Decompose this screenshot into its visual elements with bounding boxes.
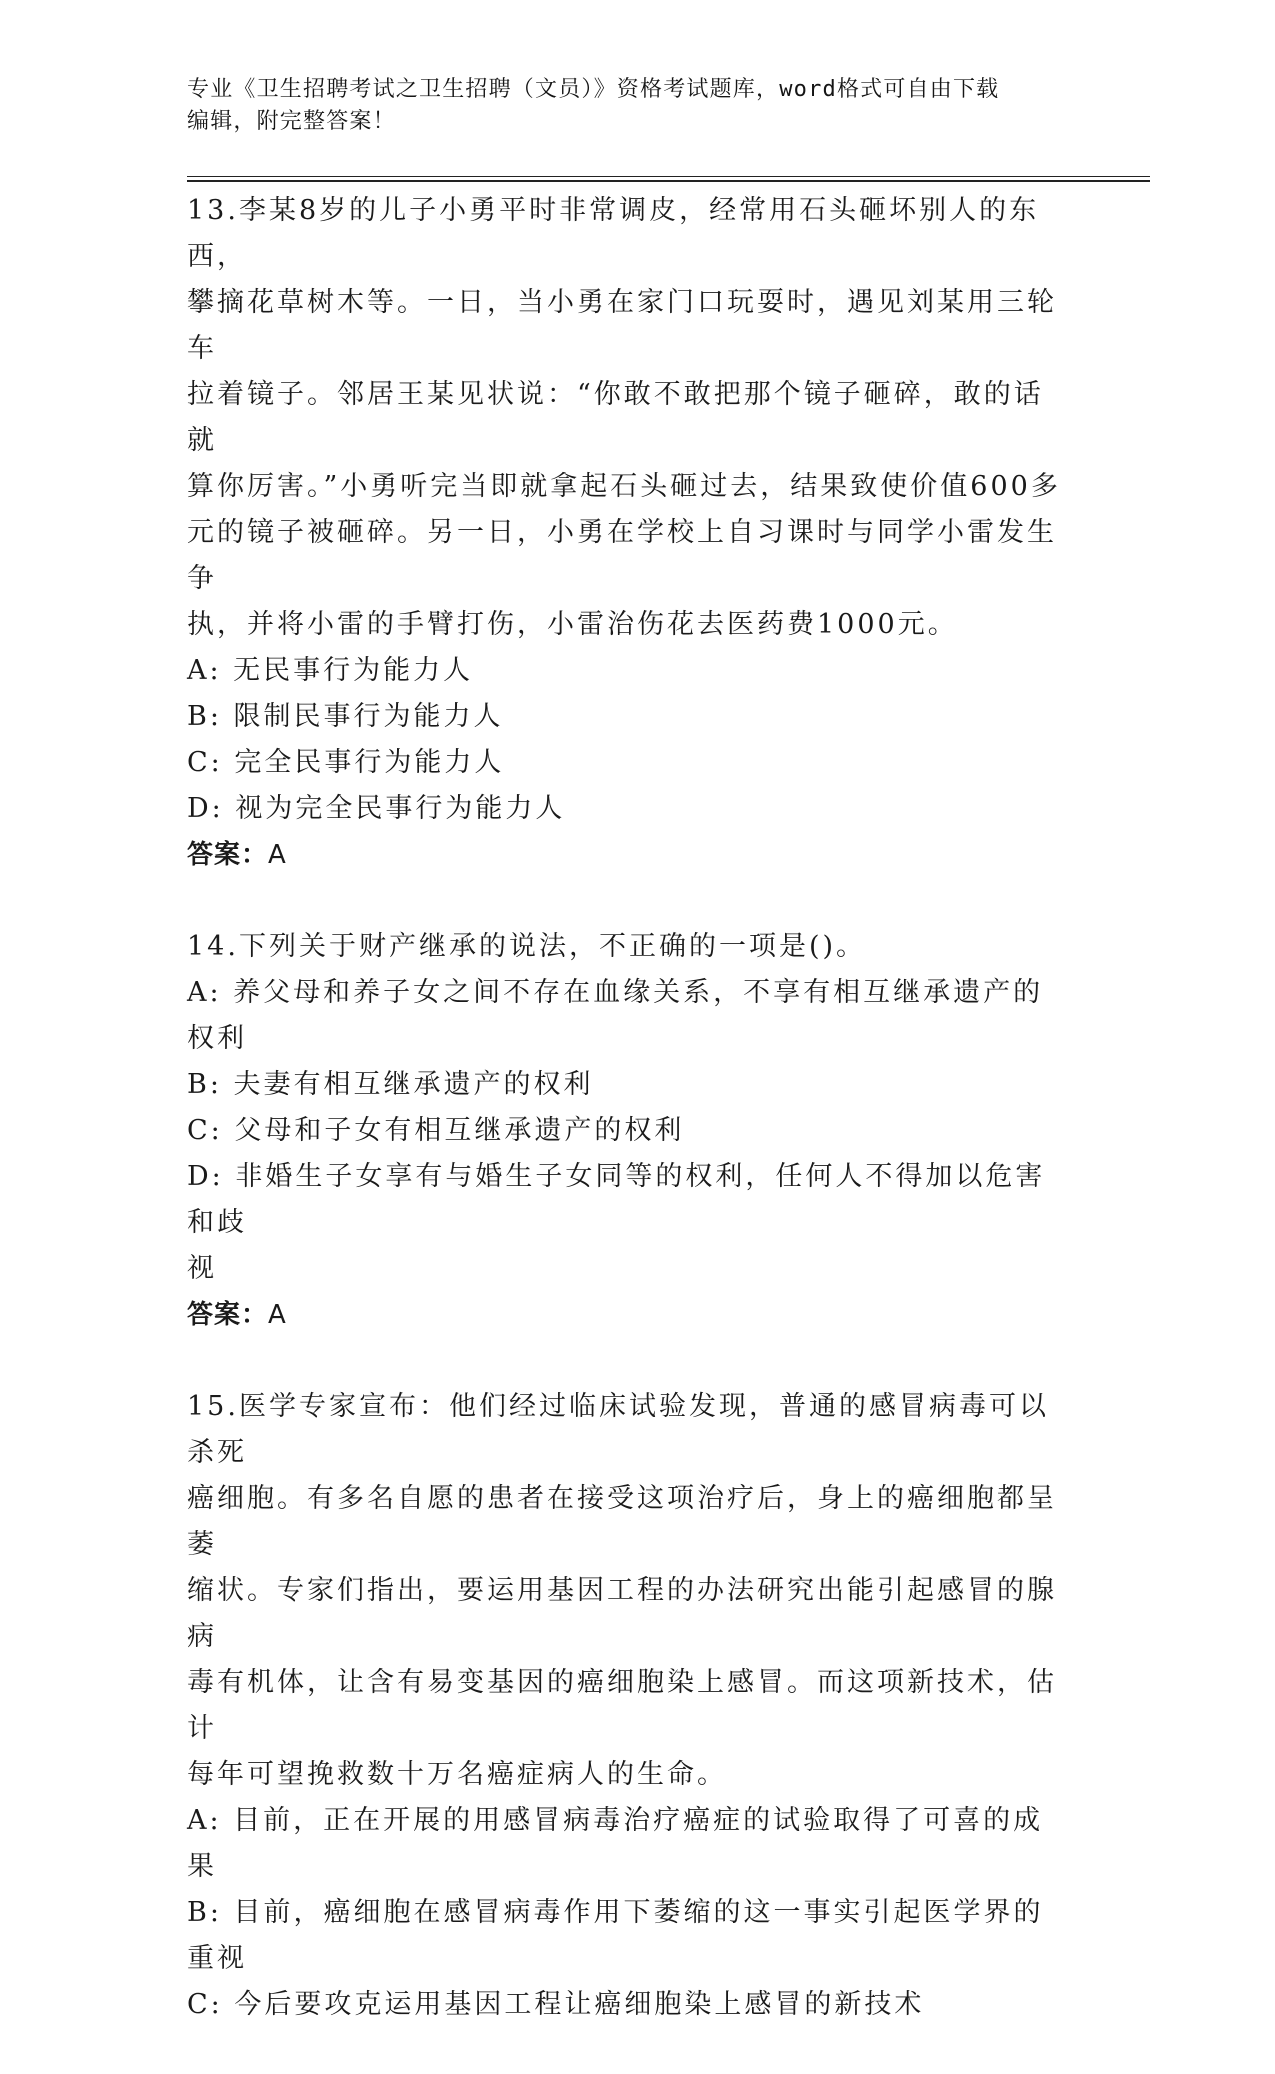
question-13-stem-line-4: 算你厉害。”小勇听完当即就拿起石头砸过去，结果致使价值600多	[187, 471, 1061, 502]
question-14-option-b: B: 夫妻有相互继承遗产的权利	[187, 1069, 594, 1100]
question-15	[187, 1384, 1072, 2028]
question-list	[187, 188, 1072, 2074]
answer-label: 答案：	[187, 840, 269, 870]
question-15-stem-line-2: 癌细胞。有多名自愿的患者在接受这项治疗后，身上的癌细胞都呈萎	[187, 1483, 1057, 1560]
answer-value: A	[268, 1300, 287, 1330]
question-13	[187, 188, 1072, 878]
question-15-stem-line-1: 15.医学专家宣布：他们经过临床试验发现，普通的感冒病毒可以杀死	[187, 1391, 1049, 1468]
question-13-stem-line-6: 执，并将小雷的手臂打伤，小雷治伤花去医药费1000元。	[187, 609, 958, 640]
answer-value: A	[268, 840, 287, 870]
question-13-option-a: A: 无民事行为能力人	[187, 655, 474, 686]
question-15-option-c: C: 今后要攻克运用基因工程让癌细胞染上感冒的新技术	[187, 1989, 925, 2020]
question-14-option-d: D: 非婚生子女享有与婚生子女同等的权利，任何人不得加以危害和歧	[187, 1161, 1046, 1238]
question-15-stem-line-4: 毒有机体，让含有易变基因的癌细胞染上感冒。而这项新技术，估计	[187, 1667, 1057, 1744]
question-15-stem-line-3: 缩状。专家们指出，要运用基因工程的办法研究出能引起感冒的腺病	[187, 1575, 1057, 1652]
document-header	[187, 74, 1087, 138]
question-15-option-a: A: 目前，正在开展的用感冒病毒治疗癌症的试验取得了可喜的成果	[187, 1805, 1044, 1882]
question-14-option-d-continued: 视	[187, 1253, 217, 1284]
question-14-stem-line-1: 14.下列关于财产继承的说法，不正确的一项是()。	[187, 931, 867, 962]
question-13-stem-line-2: 攀摘花草树木等。一日，当小勇在家门口玩耍时，遇见刘某用三轮车	[187, 287, 1057, 364]
question-13-answer	[187, 832, 1072, 878]
header-line-2: 编辑，附完整答案！	[187, 109, 396, 134]
question-15-option-b: B: 目前，癌细胞在感冒病毒作用下萎缩的这一事实引起医学界的重视	[187, 1897, 1044, 1974]
question-14	[187, 924, 1072, 1338]
question-14-option-a: A: 养父母和养子女之间不存在血缘关系，不享有相互继承遗产的权利	[187, 977, 1044, 1054]
header-line-1: 专业《卫生招聘考试之卫生招聘（文员）》资格考试题库，word格式可自由下载	[187, 77, 1000, 102]
header-divider-thin	[187, 176, 1150, 177]
question-13-stem-line-5: 元的镜子被砸碎。另一日，小勇在学校上自习课时与同学小雷发生争	[187, 517, 1057, 594]
question-13-option-b: B: 限制民事行为能力人	[187, 701, 504, 732]
question-13-stem-line-3: 拉着镜子。邻居王某见状说：“你敢不敢把那个镜子砸碎，敢的话就	[187, 379, 1044, 456]
question-13-stem-line-1: 13.李某8岁的儿子小勇平时非常调皮，经常用石头砸坏别人的东西，	[187, 195, 1040, 272]
question-13-option-d: D: 视为完全民事行为能力人	[187, 793, 566, 824]
header-divider-thick	[187, 180, 1150, 182]
question-14-option-c: C: 父母和子女有相互继承遗产的权利	[187, 1115, 685, 1146]
question-14-answer	[187, 1292, 1072, 1338]
question-13-option-c: C: 完全民事行为能力人	[187, 747, 505, 778]
answer-label: 答案：	[187, 1300, 269, 1330]
question-15-stem-line-5: 每年可望挽救数十万名癌症病人的生命。	[187, 1759, 727, 1790]
